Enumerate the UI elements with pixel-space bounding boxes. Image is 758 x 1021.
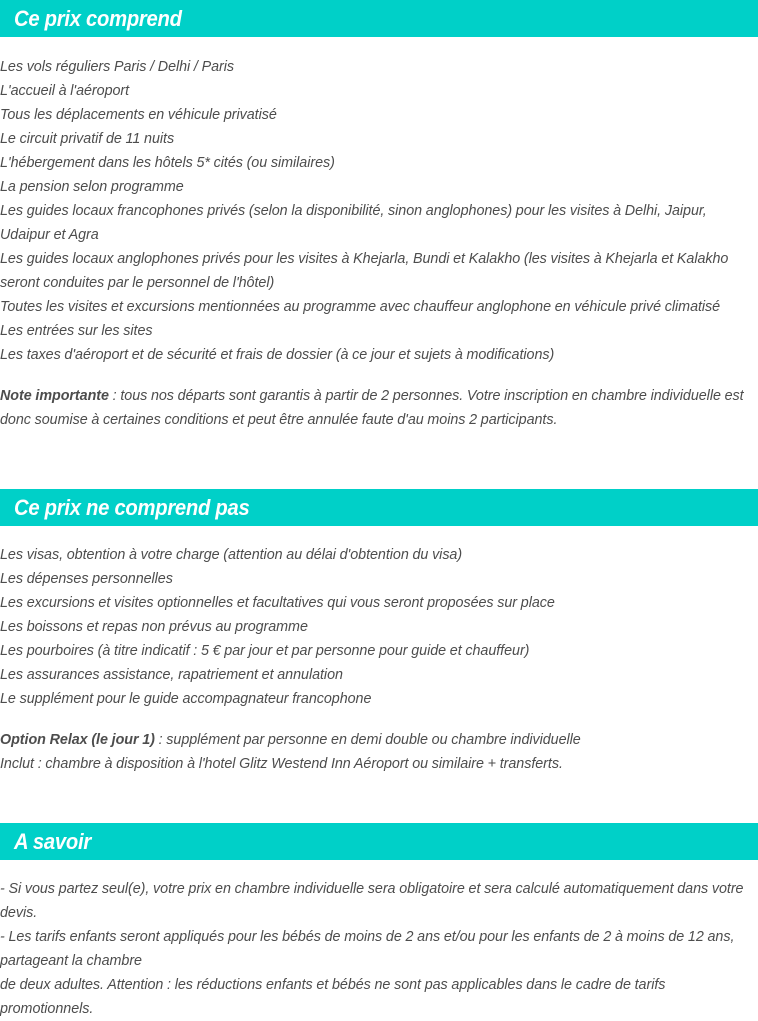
section-body-a-savoir bbox=[0, 877, 758, 1021]
spacer bbox=[0, 432, 758, 489]
important-note-label: Note importante bbox=[0, 387, 109, 404]
section-title: Ce prix ne comprend pas bbox=[14, 494, 250, 520]
section-title: A savoir bbox=[14, 828, 91, 854]
section-header-ce-prix-ne-comprend-pas bbox=[0, 489, 758, 526]
important-note-text: : tous nos départs sont garantis à partir de 2 personnes. Votre inscription en chambre individuelle est donc soumise à certaines conditions et peut être annulée faute d'au moins 2 participants. bbox=[0, 387, 744, 428]
spacer bbox=[0, 526, 758, 543]
spacer bbox=[0, 37, 758, 55]
list-item: Les guides locaux francophones privés (selon la disponibilité, sinon anglophones) pour les visites à Delhi, Jaipur, Udaipur et Agra bbox=[0, 202, 707, 243]
list-item: L'hébergement dans les hôtels 5* cités (ou similaires) bbox=[0, 154, 335, 171]
list-item: Toutes les visites et excursions mentionnées au programme avec chauffeur anglophone en véhicule privé climatisé bbox=[0, 298, 721, 315]
section-body-ce-prix-comprend bbox=[0, 55, 758, 432]
list-item: Les boissons et repas non prévus au programme bbox=[0, 618, 308, 635]
list-item: L'accueil à l'aéroport bbox=[0, 82, 130, 99]
list-item: Les dépenses personnelles bbox=[0, 570, 173, 587]
section-title: Ce prix comprend bbox=[14, 5, 182, 31]
option-relax-note bbox=[0, 728, 752, 752]
option-relax-label: Option Relax (le jour 1) bbox=[0, 731, 155, 748]
section-body-ce-prix-ne-comprend-pas bbox=[0, 543, 758, 776]
section-header-a-savoir bbox=[0, 823, 758, 860]
list-item: de deux adultes. Attention : les réductions enfants et bébés ne sont pas applicables dans le cadre de tarifs promotionnels. bbox=[0, 976, 666, 1017]
list-item: Les visas, obtention à votre charge (attention au délai d'obtention du visa) bbox=[0, 546, 463, 563]
list-item: Les excursions et visites optionnelles et facultatives qui vous seront proposées sur place bbox=[0, 594, 555, 611]
list-item: Les assurances assistance, rapatriement et annulation bbox=[0, 666, 343, 683]
list-item: La pension selon programme bbox=[0, 178, 184, 195]
list-item: Les pourboires (à titre indicatif : 5 € par jour et par personne pour guide et chauffeur) bbox=[0, 642, 530, 659]
list-item: Les guides locaux anglophones privés pour les visites à Khejarla, Bundi et Kalakho (les visites à Khejarla et Kalakho seront conduites par le personnel de l'hôtel) bbox=[0, 250, 729, 291]
spacer bbox=[0, 776, 758, 823]
list-item: - Si vous partez seul(e), votre prix en chambre individuelle sera obligatoire et sera calculé automatiquement dans votre devis. bbox=[0, 880, 744, 921]
list-item: Les vols réguliers Paris / Delhi / Paris bbox=[0, 58, 235, 75]
list-item: Le supplément pour le guide accompagnateur francophone bbox=[0, 690, 372, 707]
list-item: Les taxes d'aéroport et de sécurité et frais de dossier (à ce jour et sujets à modifications) bbox=[0, 346, 555, 363]
list-item: - Les tarifs enfants seront appliqués pour les bébés de moins de 2 ans et/ou pour les enfants de 2 à moins de 12 ans, partageant la chambre bbox=[0, 928, 735, 969]
list-item: Les entrées sur les sites bbox=[0, 322, 153, 339]
list-item: Tous les déplacements en véhicule privatisé bbox=[0, 106, 277, 123]
spacer bbox=[0, 860, 758, 877]
important-note bbox=[0, 384, 752, 432]
option-relax-followup: Inclut : chambre à disposition à l'hotel Glitz Westend Inn Aéroport ou similaire + transferts. bbox=[0, 755, 563, 772]
list-item: Le circuit privatif de 11 nuits bbox=[0, 130, 175, 147]
section-header-ce-prix-comprend bbox=[0, 0, 758, 37]
option-relax-text: : supplément par personne en demi double ou chambre individuelle bbox=[154, 731, 581, 748]
